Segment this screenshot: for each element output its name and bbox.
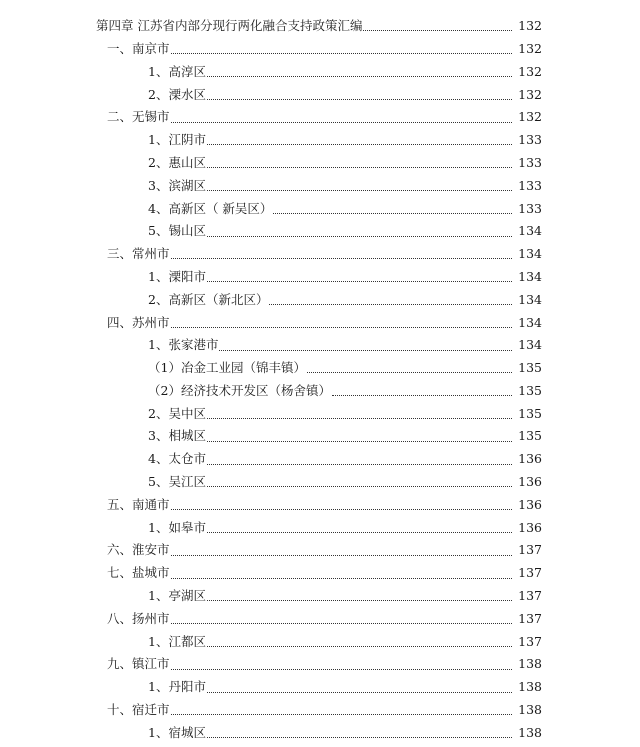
toc-entry-page-number: 135 [518, 382, 542, 398]
dot-leader [171, 327, 512, 328]
toc-entry-title: 5、锡山区 [148, 223, 206, 239]
toc-entry-page-number: 132 [518, 86, 542, 102]
toc-entry-page-number: 135 [518, 405, 542, 421]
toc-entry[interactable] [0, 38, 640, 61]
toc-entry-page-number: 134 [518, 291, 542, 307]
dot-leader [171, 555, 512, 556]
toc-entry[interactable] [0, 608, 640, 631]
toc-entry[interactable] [0, 631, 640, 654]
toc-entry-title: 三、常州市 [107, 246, 170, 262]
toc-entry-title: 五、南通市 [107, 496, 170, 512]
dot-leader [273, 213, 512, 214]
toc-entry[interactable] [0, 722, 640, 745]
toc-entry-page-number: 134 [518, 223, 542, 239]
toc-entry-page-number: 137 [518, 565, 542, 581]
toc-entry-page-number: 138 [518, 724, 542, 740]
toc-entry[interactable] [0, 220, 640, 243]
dot-leader [207, 190, 512, 191]
toc-entry-page-number: 136 [518, 496, 542, 512]
toc-entry[interactable] [0, 15, 640, 38]
toc-entry-page-number: 134 [518, 337, 542, 353]
toc-entry-title: 2、吴中区 [148, 405, 206, 421]
dot-leader [171, 623, 512, 624]
toc-entry-page-number: 133 [518, 177, 542, 193]
toc-entry-page-number: 133 [518, 200, 542, 216]
dot-leader [171, 122, 512, 123]
toc-entry[interactable] [0, 334, 640, 357]
toc-entry-title: （1）冶金工业园（锦丰镇） [148, 360, 306, 376]
toc-entry-page-number: 138 [518, 656, 542, 672]
toc-entry[interactable] [0, 448, 640, 471]
toc-entry[interactable] [0, 266, 640, 289]
toc-entry-title: 3、相城区 [148, 428, 206, 444]
toc-entry-page-number: 132 [518, 18, 542, 34]
toc-entry-page-number: 135 [518, 360, 542, 376]
toc-entry[interactable] [0, 83, 640, 106]
toc-entry[interactable] [0, 539, 640, 562]
dot-leader [363, 30, 512, 31]
toc-entry-title: 九、镇江市 [107, 656, 170, 672]
toc-entry[interactable] [0, 289, 640, 312]
toc-entry-title: 十、宿迁市 [107, 702, 170, 718]
toc-entry-page-number: 132 [518, 63, 542, 79]
toc-entry[interactable] [0, 311, 640, 334]
toc-entry-title: 二、无锡市 [107, 109, 170, 125]
toc-entry-title: 1、江都区 [148, 633, 206, 649]
toc-entry-title: 1、宿城区 [148, 724, 206, 740]
dot-leader [332, 395, 512, 396]
toc-entry[interactable] [0, 653, 640, 676]
dot-leader [207, 76, 512, 77]
dot-leader [219, 350, 512, 351]
dot-leader [207, 532, 512, 533]
toc-entry-page-number: 137 [518, 542, 542, 558]
dot-leader [171, 578, 512, 579]
toc-entry[interactable] [0, 106, 640, 129]
dot-leader [207, 281, 512, 282]
toc-entry-title: 四、苏州市 [107, 314, 170, 330]
dot-leader [207, 600, 512, 601]
toc-entry-page-number: 134 [518, 314, 542, 330]
toc-entry-title: 2、惠山区 [148, 154, 206, 170]
toc-entry-title: 3、滨湖区 [148, 177, 206, 193]
dot-leader [171, 258, 512, 259]
toc-entry[interactable] [0, 61, 640, 84]
dot-leader [171, 509, 512, 510]
toc-entry[interactable] [0, 517, 640, 540]
toc-entry[interactable] [0, 699, 640, 722]
dot-leader [307, 372, 512, 373]
toc-entry[interactable] [0, 676, 640, 699]
toc-entry-page-number: 137 [518, 633, 542, 649]
toc-entry[interactable] [0, 175, 640, 198]
toc-entry-page-number: 135 [518, 428, 542, 444]
dot-leader [207, 646, 512, 647]
toc-entry[interactable] [0, 403, 640, 426]
dot-leader [207, 464, 512, 465]
toc-entry[interactable] [0, 197, 640, 220]
toc-entry-title: 六、淮安市 [107, 542, 170, 558]
toc-entry[interactable] [0, 243, 640, 266]
toc-entry[interactable] [0, 357, 640, 380]
toc-entry-title: 1、张家港市 [148, 337, 219, 353]
toc-entry[interactable] [0, 562, 640, 585]
toc-entry-title: 一、南京市 [107, 40, 170, 56]
toc-entry-page-number: 137 [518, 588, 542, 604]
toc-entry-page-number: 136 [518, 474, 542, 490]
dot-leader [269, 304, 512, 305]
toc-entry-title: 1、丹阳市 [148, 679, 206, 695]
toc-entry-title: 2、溧水区 [148, 86, 206, 102]
dot-leader [171, 714, 512, 715]
toc-entry-title: 1、亭湖区 [148, 588, 206, 604]
toc-entry-page-number: 132 [518, 109, 542, 125]
toc-entry-page-number: 137 [518, 610, 542, 626]
toc-entry-page-number: 136 [518, 451, 542, 467]
toc-entry-page-number: 133 [518, 154, 542, 170]
toc-entry[interactable] [0, 471, 640, 494]
toc-entry-title: 第四章 江苏省内部分现行两化融合支持政策汇编 [96, 18, 363, 34]
dot-leader [207, 167, 512, 168]
toc-entry-page-number: 134 [518, 268, 542, 284]
toc-entry-page-number: 138 [518, 702, 542, 718]
toc-entry[interactable] [0, 585, 640, 608]
toc-entry-title: 八、扬州市 [107, 610, 170, 626]
toc-entry-title: 2、高新区（新北区） [148, 291, 269, 307]
dot-leader [207, 236, 512, 237]
toc-entry-title: （2）经济技术开发区（杨舍镇） [148, 382, 331, 398]
toc-entry-title: 1、如皋市 [148, 519, 206, 535]
toc-entry[interactable] [0, 494, 640, 517]
dot-leader [171, 53, 512, 54]
dot-leader [207, 692, 512, 693]
toc-entry-title: 4、太仓市 [148, 451, 206, 467]
toc-entry-page-number: 138 [518, 679, 542, 695]
toc-entry[interactable] [0, 425, 640, 448]
dot-leader [207, 737, 512, 738]
table-of-contents [0, 15, 640, 745]
dot-leader [171, 669, 512, 670]
toc-entry-title: 4、高新区（ 新吴区） [148, 200, 273, 216]
dot-leader [207, 144, 512, 145]
dot-leader [207, 99, 512, 100]
dot-leader [207, 418, 512, 419]
toc-entry[interactable] [0, 129, 640, 152]
toc-entry[interactable] [0, 152, 640, 175]
toc-entry-title: 七、盐城市 [107, 565, 170, 581]
toc-entry-title: 5、吴江区 [148, 474, 206, 490]
toc-entry-page-number: 134 [518, 246, 542, 262]
dot-leader [207, 441, 512, 442]
dot-leader [207, 486, 512, 487]
toc-entry-page-number: 136 [518, 519, 542, 535]
toc-entry-title: 1、高淳区 [148, 63, 206, 79]
toc-entry-title: 1、溧阳市 [148, 268, 206, 284]
toc-entry-page-number: 132 [518, 40, 542, 56]
toc-entry[interactable] [0, 380, 640, 403]
toc-entry-title: 1、江阴市 [148, 132, 206, 148]
toc-entry-page-number: 133 [518, 132, 542, 148]
